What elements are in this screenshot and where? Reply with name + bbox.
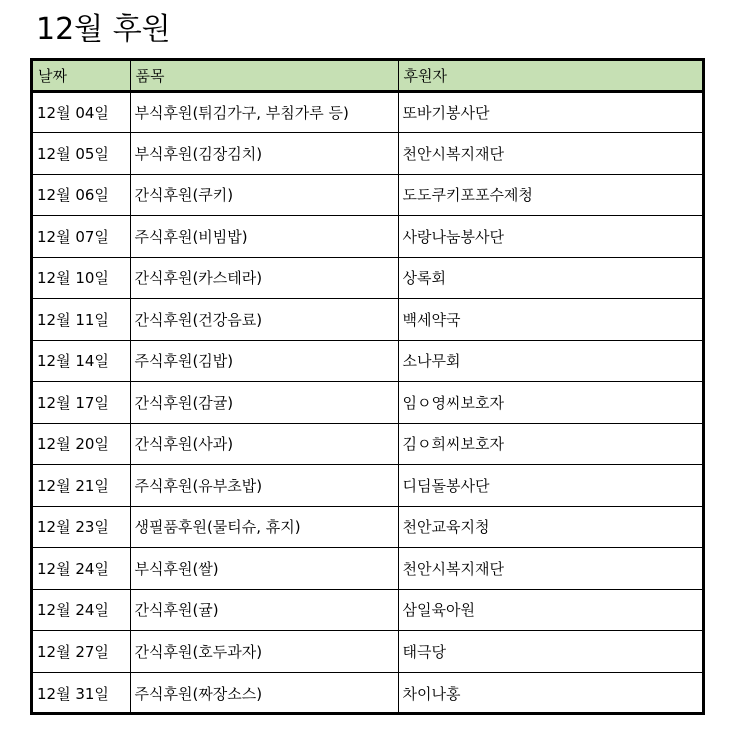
cell-item: 주식후원(김밥) (130, 340, 398, 382)
cell-item: 주식후원(짜장소스) (130, 672, 398, 714)
cell-date: 12월 05일 (33, 133, 130, 175)
cell-date: 12월 20일 (33, 423, 130, 465)
page-title: 12월 후원 (36, 12, 171, 47)
table-row (33, 299, 702, 341)
table-row (33, 631, 702, 673)
cell-item: 주식후원(비빔밥) (130, 216, 398, 258)
table-row (33, 506, 702, 548)
cell-item: 부식후원(튀김가구, 부침가루 등) (130, 91, 398, 133)
table-row (33, 423, 702, 465)
cell-date: 12월 06일 (33, 174, 130, 216)
cell-item: 간식후원(감귤) (130, 382, 398, 424)
cell-donor: 삼일육아원 (398, 589, 702, 631)
cell-date: 12월 23일 (33, 506, 130, 548)
cell-item: 생필품후원(물티슈, 휴지) (130, 506, 398, 548)
cell-item: 주식후원(유부초밥) (130, 465, 398, 507)
cell-item: 간식후원(호두과자) (130, 631, 398, 673)
cell-donor: 백세약국 (398, 299, 702, 341)
cell-item: 간식후원(사과) (130, 423, 398, 465)
table-header-row (33, 61, 702, 91)
table-row (33, 548, 702, 590)
cell-date: 12월 21일 (33, 465, 130, 507)
cell-date: 12월 10일 (33, 257, 130, 299)
sponsor-table-container (30, 58, 705, 715)
cell-donor: 김ㅇ희씨보호자 (398, 423, 702, 465)
cell-date: 12월 31일 (33, 672, 130, 714)
cell-donor: 임ㅇ영씨보호자 (398, 382, 702, 424)
sponsor-table (33, 61, 702, 714)
cell-date: 12월 04일 (33, 91, 130, 133)
table-row (33, 174, 702, 216)
column-header-item: 품목 (130, 61, 398, 91)
cell-donor: 디딤돌봉사단 (398, 465, 702, 507)
cell-date: 12월 24일 (33, 548, 130, 590)
cell-item: 간식후원(쿠키) (130, 174, 398, 216)
table-row (33, 382, 702, 424)
cell-donor: 태극당 (398, 631, 702, 673)
cell-date: 12월 07일 (33, 216, 130, 258)
cell-item: 부식후원(김장김치) (130, 133, 398, 175)
cell-date: 12월 14일 (33, 340, 130, 382)
cell-donor: 천안시복지재단 (398, 133, 702, 175)
table-row (33, 91, 702, 133)
table-row (33, 465, 702, 507)
column-header-donor: 후원자 (398, 61, 702, 91)
cell-donor: 도도쿠키포포수제청 (398, 174, 702, 216)
cell-donor: 차이나홍 (402, 684, 461, 703)
cell-donor: 천안시복지재단 (398, 548, 702, 590)
table-row (33, 672, 702, 714)
table-row (33, 340, 702, 382)
table-row (33, 133, 702, 175)
table-row (33, 257, 702, 299)
column-header-date: 날짜 (33, 61, 130, 91)
cell-date: 12월 24일 (33, 589, 130, 631)
cell-date: 12월 27일 (33, 631, 130, 673)
cell-item: 부식후원(쌀) (130, 548, 398, 590)
table-row (33, 589, 702, 631)
cell-item: 간식후원(건강음료) (130, 299, 398, 341)
cell-item: 간식후원(카스테라) (130, 257, 398, 299)
cell-item: 간식후원(귤) (130, 589, 398, 631)
cell-donor: 사랑나눔봉사단 (398, 216, 702, 258)
cell-donor: 소나무회 (398, 340, 702, 382)
cell-date: 12월 17일 (33, 382, 130, 424)
cell-date: 12월 11일 (33, 299, 130, 341)
cell-donor: 천안교육지청 (398, 506, 702, 548)
cell-donor: 상록회 (398, 257, 702, 299)
table-row (33, 216, 702, 258)
cell-donor: 또바기봉사단 (398, 91, 702, 133)
